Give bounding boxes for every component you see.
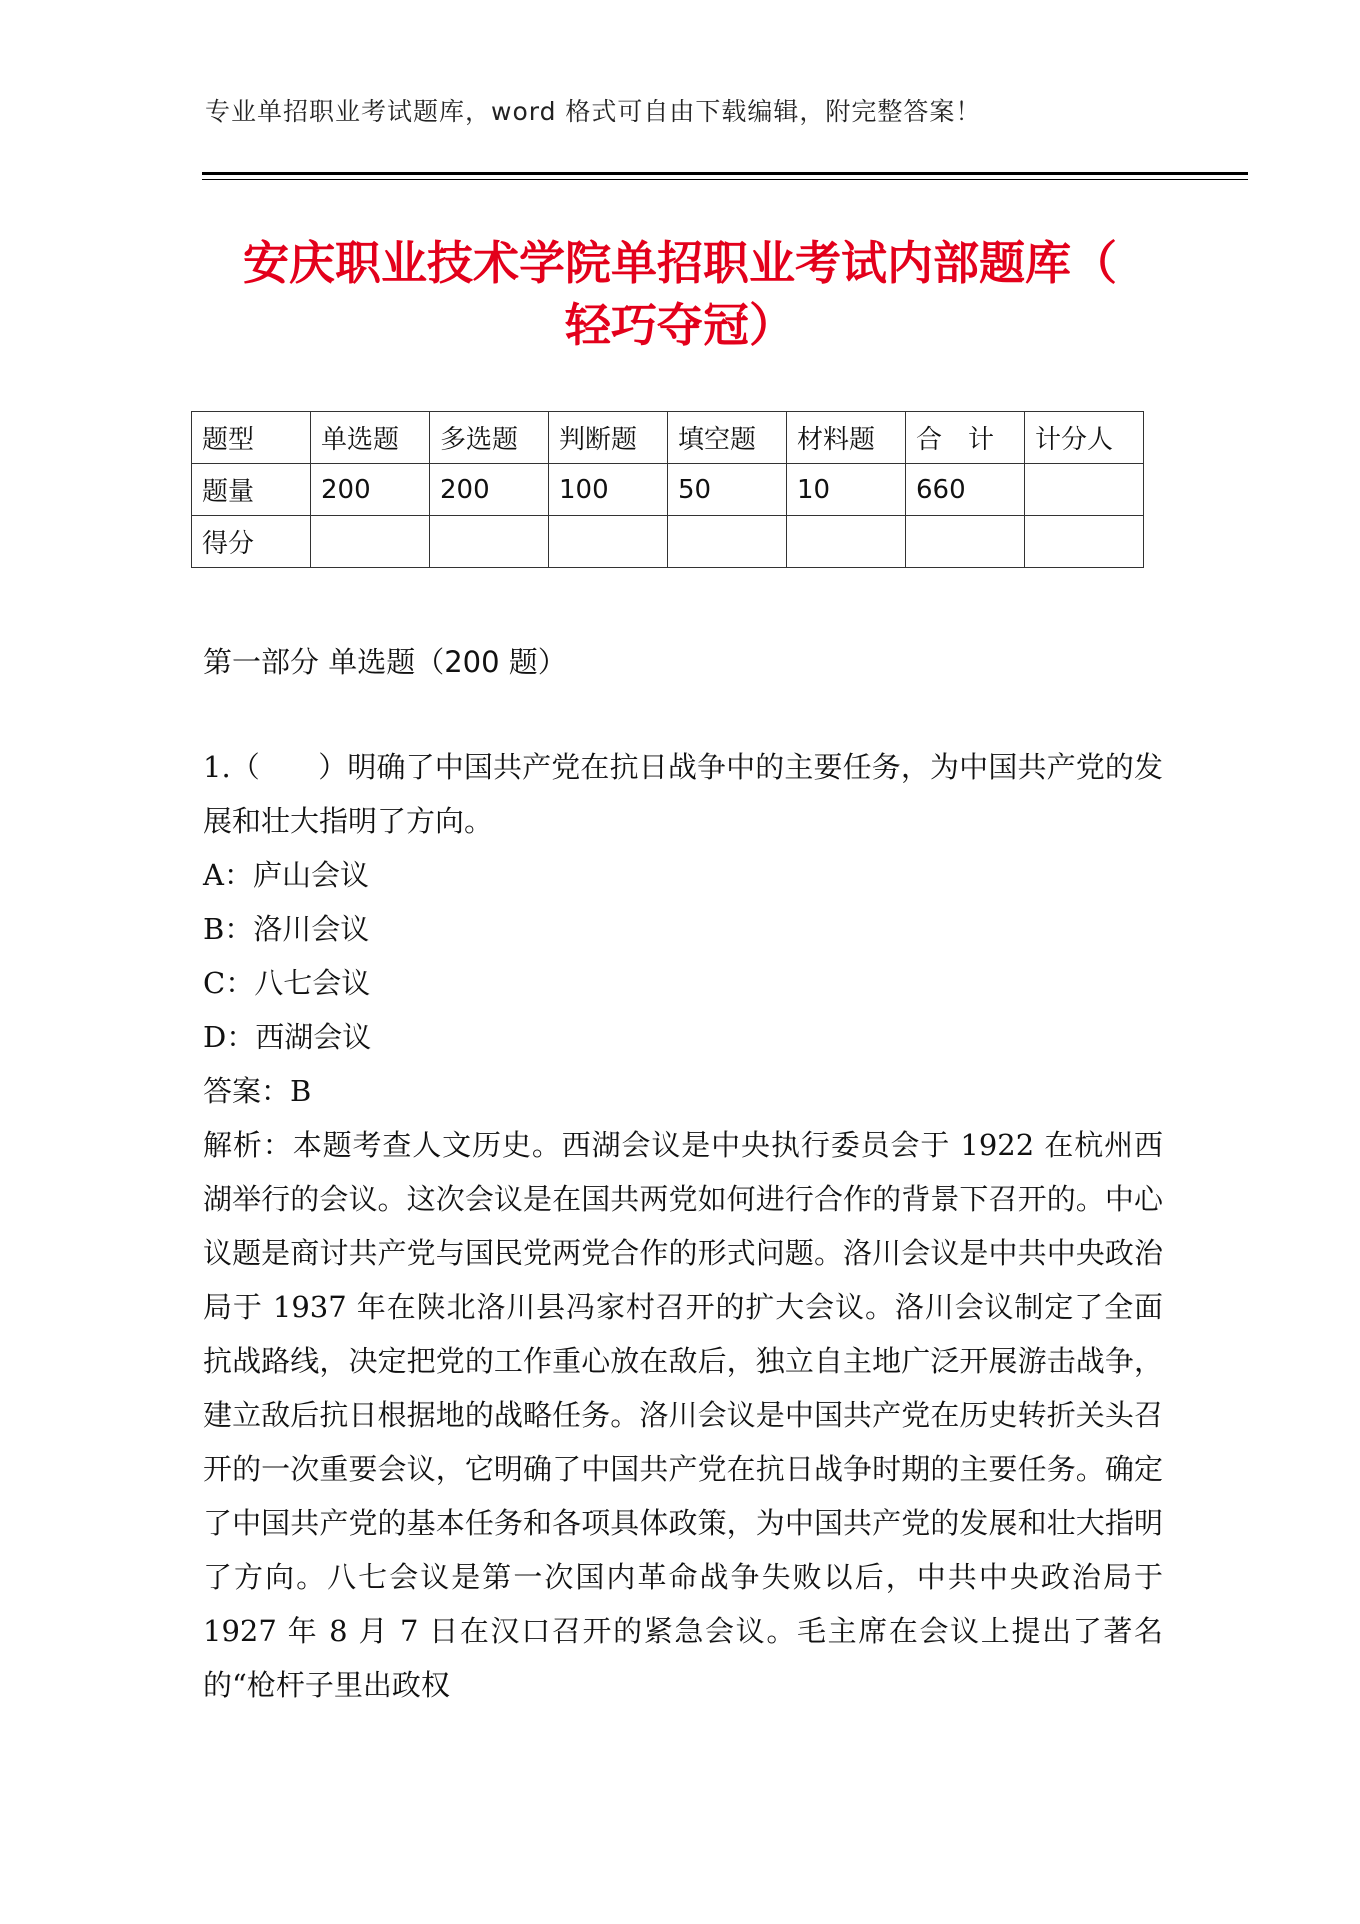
analysis-paragraph [203,1118,1163,1712]
table-cell: 单选题 [311,412,430,464]
table-cell: 题量 [192,464,311,516]
table-cell [430,516,549,568]
table-cell: 计分人 [1025,412,1144,464]
question-block [203,740,1163,1712]
table-cell [1025,464,1144,516]
table-cell [311,516,430,568]
table-cell: 判断题 [549,412,668,464]
table-cell: 50 [668,464,787,516]
table-cell: 100 [549,464,668,516]
answer-label: 答案： [203,1074,291,1108]
title-line-2: 轻巧夺冠） [565,298,795,352]
table-cell: 多选题 [430,412,549,464]
title-line-1: 安庆职业技术学院单招职业考试内部题库（ [243,236,1117,290]
answer-value: B [290,1074,312,1108]
option-d: D：西湖会议 [203,1020,372,1054]
header-divider-thin [202,179,1248,180]
table-cell: 材料题 [787,412,906,464]
analysis-label: 解析： [203,1128,293,1162]
question-stem: 1.（ ）明确了中国共产党在抗日战争中的主要任务，为中国共产党的发展和壮大指明了方向。 [203,750,1163,838]
score-table-row [192,412,1144,464]
table-cell [787,516,906,568]
table-cell [549,516,668,568]
header-divider-thick [202,172,1248,175]
table-cell [668,516,787,568]
document-title [180,232,1180,356]
section-heading: 第一部分 单选题（200 题） [203,645,567,679]
table-cell [1025,516,1144,568]
option-c: C：八七会议 [203,966,371,1000]
table-cell: 200 [311,464,430,516]
option-b: B：洛川会议 [203,912,370,946]
table-cell: 题型 [192,412,311,464]
table-cell: 200 [430,464,549,516]
score-table-row [192,464,1144,516]
table-cell: 得分 [192,516,311,568]
page-header: 专业单招职业考试题库，word 格式可自由下载编辑，附完整答案！ [205,97,982,126]
score-table-row [192,516,1144,568]
table-cell: 660 [906,464,1025,516]
analysis-text: 本题考查人文历史。西湖会议是中央执行委员会于 1922 在杭州西湖举行的会议。这次会议是在国共两党如何进行合作的背景下召开的。中心议题是商讨共产党与国民党两党合作的形式问题。洛川会议是中共中央政治局于 1937 年在陕北洛川县冯家村召开的扩大会议。洛川会议制定了全面抗战路线，决定把党的工作重心放在敌后，独立自主地广泛开展游击战争，建立敌后抗日根据地的战略任务。洛川会议是中国共产党在历史转折关头召开的一次重要会议，它明确了中国共产党在抗日战争时期的主要任务。确定了中国共产党的基本任务和各项具体政策，为中国共产党的发展和壮大指明了方向。八七会议是第一次国内革命战争失败以后，中共中央政治局于 1927 年 8 月 7 日在汉口召开的紧急会议。毛主席在会议上提出了著名的“枪杆子里出政权 [203,1128,1163,1702]
score-table [191,411,1144,568]
table-cell: 10 [787,464,906,516]
option-a: A：庐山会议 [203,858,369,892]
table-cell: 填空题 [668,412,787,464]
table-cell: 合 计 [906,412,1025,464]
answer-line [203,1064,1163,1118]
table-cell [906,516,1025,568]
